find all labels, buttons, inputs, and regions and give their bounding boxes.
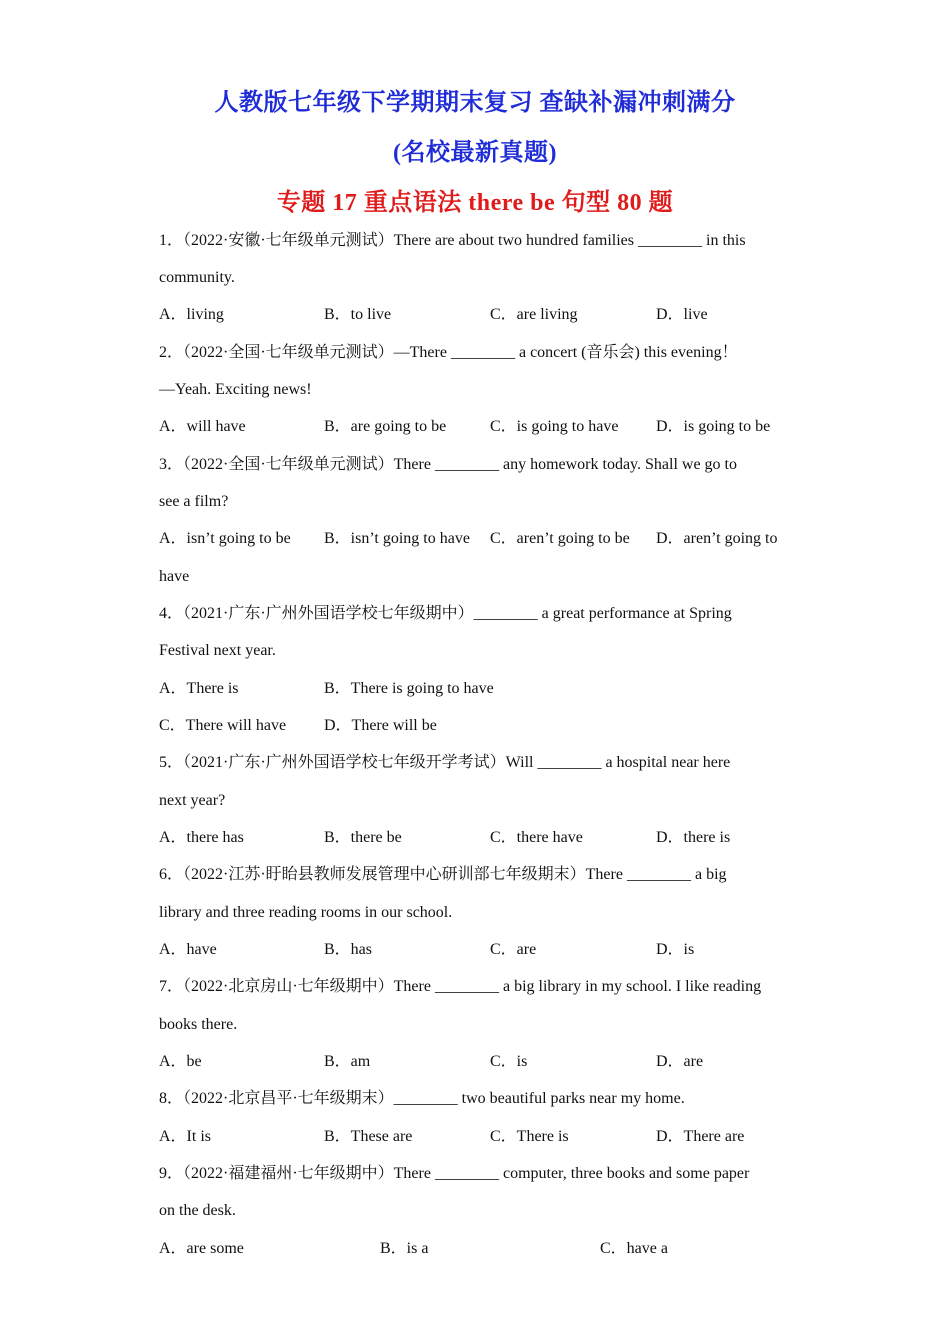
question-5-option-b: B．there be bbox=[324, 829, 402, 846]
question-5-option-c: C．there have bbox=[490, 829, 583, 846]
question-3-line-1: 3．（2022·全国·七年级单元测试）There ________ any homework today. Shall we go to bbox=[159, 456, 737, 473]
question-2-option-b: B．are going to be bbox=[324, 418, 447, 435]
question-4-option-b: B．There is going to have bbox=[324, 680, 494, 697]
question-7-line-1: 7．（2022·北京房山·七年级期中）There ________ a big library in my school. I like reading bbox=[159, 978, 762, 995]
question-7-option-a: A．be bbox=[159, 1053, 202, 1070]
question-6-option-a: A．have bbox=[159, 941, 217, 958]
question-3-option-d: D．aren’t going to bbox=[656, 530, 778, 547]
question-5-option-a: A．there has bbox=[159, 829, 244, 846]
question-6-line-1: 6．（2022·江苏·盱眙县教师发展管理中心研训部七年级期末）There ________ a big bbox=[159, 866, 727, 883]
question-1-option-a: A．living bbox=[159, 306, 224, 323]
question-1-option-c: C．are living bbox=[490, 306, 578, 323]
question-3-option-d-continued: have bbox=[159, 568, 190, 585]
question-1-option-b: B．to live bbox=[324, 306, 392, 323]
question-9-option-c: C．have a bbox=[600, 1240, 668, 1257]
question-6-option-d: D．is bbox=[656, 941, 695, 958]
question-3-option-a: A．isn’t going to be bbox=[159, 530, 291, 547]
question-8-option-c: C．There is bbox=[490, 1128, 569, 1145]
question-3-option-c: C．aren’t going to be bbox=[490, 530, 630, 547]
question-3-line-2: see a film? bbox=[159, 493, 229, 510]
question-1-line-2: community. bbox=[159, 269, 235, 286]
question-8-option-b: B．These are bbox=[324, 1128, 413, 1145]
question-5-line-1: 5．（2021·广东·广州外国语学校七年级开学考试）Will ________ a hospital near here bbox=[159, 754, 731, 771]
question-6-option-b: B．has bbox=[324, 941, 373, 958]
question-8-line-1: 8．（2022·北京昌平·七年级期末）________ two beautiful parks near my home. bbox=[159, 1090, 685, 1107]
question-8-option-a: A．It is bbox=[159, 1128, 212, 1145]
question-4-line-1: 4．（2021·广东·广州外国语学校七年级期中）________ a great performance at Spring bbox=[159, 605, 732, 622]
title-sub: (名校最新真题) bbox=[393, 140, 557, 166]
question-2-option-a: A．will have bbox=[159, 418, 246, 435]
question-4-line-2: Festival next year. bbox=[159, 642, 276, 659]
question-5-line-2: next year? bbox=[159, 792, 226, 809]
question-2-line-1: 2．（2022·全国·七年级单元测试）—There ________ a concert (音乐会) this evening！ bbox=[159, 344, 738, 361]
question-9-option-b: B．is a bbox=[380, 1240, 429, 1257]
question-1-line-1: 1．（2022·安徽·七年级单元测试）There are about two hundred families ________ in this bbox=[159, 232, 746, 249]
title-main: 人教版七年级下学期期末复习 查缺补漏冲刺满分 bbox=[214, 90, 736, 116]
question-3-option-b: B．isn’t going to have bbox=[324, 530, 470, 547]
title-topic: 专题 17 重点语法 there be 句型 80 题 bbox=[276, 190, 674, 216]
question-8-option-d: D．There are bbox=[656, 1128, 745, 1145]
question-9-option-a: A．are some bbox=[159, 1240, 244, 1257]
question-6-option-c: C．are bbox=[490, 941, 537, 958]
question-2-line-2: —Yeah. Exciting news! bbox=[159, 381, 312, 398]
question-7-line-2: books there. bbox=[159, 1016, 238, 1033]
question-9-line-1: 9．（2022·福建福州·七年级期中）There ________ computer, three books and some paper bbox=[159, 1165, 750, 1182]
question-4-option-c: C．There will have bbox=[159, 717, 287, 734]
question-7-option-c: C．is bbox=[490, 1053, 528, 1070]
question-5-option-d: D．there is bbox=[656, 829, 731, 846]
question-2-option-c: C．is going to have bbox=[490, 418, 619, 435]
question-4-option-d: D．There will be bbox=[324, 717, 437, 734]
question-7-option-d: D．are bbox=[656, 1053, 704, 1070]
question-9-line-2: on the desk. bbox=[159, 1202, 236, 1219]
question-2-option-d: D．is going to be bbox=[656, 418, 771, 435]
question-4-option-a: A．There is bbox=[159, 680, 239, 697]
question-7-option-b: B．am bbox=[324, 1053, 371, 1070]
question-1-option-d: D．live bbox=[656, 306, 708, 323]
question-6-line-2: library and three reading rooms in our school. bbox=[159, 904, 453, 921]
